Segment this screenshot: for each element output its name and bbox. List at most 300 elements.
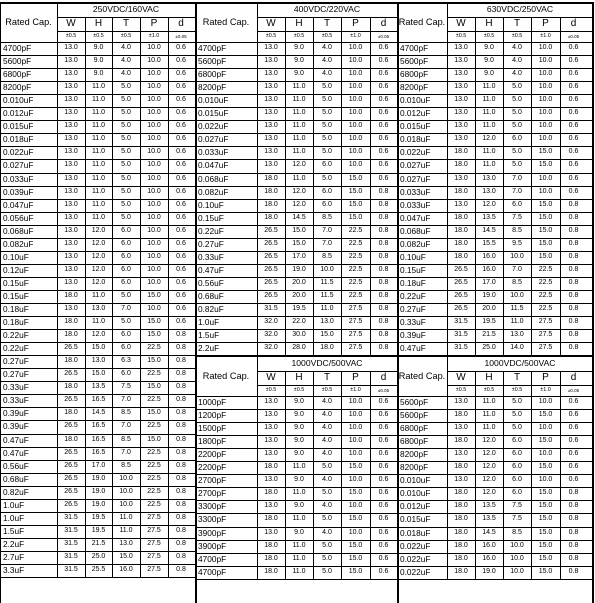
- rule-vertical: [341, 42, 342, 355]
- group-250v-value-cell: 0.8: [176, 461, 186, 469]
- group-250v-cap-cell: 8200pF: [3, 82, 32, 93]
- group-250v-value-cell: 5.0: [121, 318, 131, 326]
- group-400v-value-cell: 13.0: [320, 318, 334, 326]
- group-1000v-a-value-cell: 10.0: [348, 502, 363, 510]
- group-250v-cap-cell: 0.47uF: [3, 447, 29, 458]
- group-630v-tol-t: ±0.5: [511, 33, 523, 39]
- group-1000v-a-value-cell: 9.0: [294, 502, 304, 510]
- group-250v-value-cell: 12.0: [91, 252, 106, 260]
- group-250v-value-cell: 0.6: [176, 109, 186, 117]
- group-630v-value-cell: 11.0: [482, 83, 496, 91]
- group-630v-tol-w: ±0.5: [455, 33, 467, 39]
- group-630v-value-cell: 0.6: [568, 135, 579, 143]
- group-400v-cap-cell: 0.27uF: [198, 238, 224, 249]
- group-1000v-a-value-cell: 18.0: [264, 515, 278, 523]
- group-250v-value-cell: 6.0: [121, 344, 131, 352]
- group-1000v-b-value-cell: 18.0: [454, 515, 468, 523]
- group-1000v-a-value-cell: 0.6: [378, 424, 389, 432]
- group-250v-cap-cell: 2.7uF: [3, 551, 25, 562]
- group-250v-value-cell: 18.0: [64, 435, 78, 443]
- group-1000v-b-value-cell: 18.0: [454, 528, 468, 536]
- group-630v-value-cell: 27.5: [538, 331, 553, 339]
- group-1000v-a-cap-cell: 3300pF: [198, 514, 227, 525]
- group-630v-cap-cell: 0.022uF: [400, 147, 431, 158]
- group-1000v-a-cap-cell: 3900pF: [198, 527, 227, 538]
- group-400v-cap-cell: 0.33uF: [198, 251, 224, 262]
- group-250v-value-cell: 0.8: [176, 383, 186, 391]
- group-250v-value-cell: 13.0: [64, 187, 78, 195]
- group-250v-value-cell: 18.0: [64, 357, 78, 365]
- group-1000v-a-value-cell: 0.6: [378, 450, 389, 458]
- group-630v-value-cell: 13.0: [454, 96, 468, 104]
- group-400v-cap-cell: 0.68uF: [198, 290, 224, 301]
- group-1000v-b-cap-cell: 6800pF: [400, 423, 429, 434]
- group-1000v-b-value-cell: 12.0: [482, 437, 496, 445]
- group-1000v-a-cap-cell: 1500pF: [198, 423, 227, 434]
- group-250v-tol-d: ±0.05: [175, 34, 187, 39]
- group-1000v-b-value-cell: 0.6: [568, 424, 579, 432]
- group-400v-col-w-header: W: [266, 18, 276, 29]
- group-630v-value-cell: 0.6: [568, 57, 579, 65]
- group-1000v-b-value-cell: 18.0: [454, 437, 468, 445]
- rule-vertical: [285, 371, 286, 396]
- group-250v-value-cell: 18.0: [64, 409, 78, 417]
- group-1000v-b-cap-cell: 0.015uF: [400, 514, 431, 525]
- group-1000v-a-cap-cell: 2200pF: [198, 449, 227, 460]
- group-400v-value-cell: 10.0: [320, 265, 334, 273]
- rule-vertical: [370, 17, 371, 42]
- group-630v-value-cell: 9.0: [484, 44, 494, 51]
- group-630v-col-p-header: P: [542, 18, 549, 29]
- group-400v-value-cell: 0.8: [378, 318, 389, 326]
- group-1000v-b-tol-w: ±0.5: [455, 387, 467, 393]
- rule-vertical: [341, 396, 342, 579]
- group-1000v-a-value-cell: 5.0: [322, 515, 332, 523]
- group-400v-value-cell: 14.5: [292, 213, 306, 221]
- group-1000v-b-title: 1000VDC/500VAC: [484, 358, 556, 368]
- group-1000v-a-col-w-header: W: [266, 372, 276, 383]
- group-250v-value-cell: 13.0: [64, 200, 78, 208]
- group-400v-value-cell: 10.0: [348, 122, 363, 130]
- group-1000v-a-value-cell: 15.0: [348, 554, 363, 562]
- group-250v-value-cell: 15.0: [119, 552, 133, 560]
- group-630v-cap-cell: 0.027uF: [400, 160, 431, 171]
- group-1000v-a-value-cell: 9.0: [294, 437, 304, 445]
- group-630v-value-cell: 0.6: [568, 70, 579, 78]
- group-250v-value-cell: 5.0: [121, 213, 131, 221]
- group-1000v-b-value-cell: 16.0: [482, 554, 496, 562]
- group-1000v-b-cap-cell: 0.018uF: [400, 527, 431, 538]
- group-1000v-b-value-cell: 18.0: [454, 541, 468, 549]
- group-400v-value-cell: 8.5: [322, 252, 332, 260]
- group-400v-value-cell: 0.8: [378, 291, 389, 299]
- group-630v-col-t-header: T: [513, 18, 521, 29]
- group-1000v-b-cap-cell: 0.022uF: [400, 566, 431, 577]
- rule-vertical: [285, 17, 286, 42]
- group-250v-value-cell: 31.5: [64, 513, 78, 521]
- group-400v-value-cell: 0.8: [378, 187, 389, 195]
- group-1000v-a-value-cell: 18.0: [264, 541, 278, 549]
- group-630v-value-cell: 7.0: [512, 187, 522, 195]
- group-250v-value-cell: 0.6: [176, 278, 186, 286]
- group-250v-value-cell: 0.8: [176, 487, 186, 495]
- group-1000v-a-value-cell: 9.0: [294, 528, 304, 536]
- group-630v-value-cell: 31.5: [454, 331, 468, 339]
- group-400v-value-cell: 0.6: [378, 174, 389, 182]
- group-1000v-a-value-cell: 10.0: [348, 437, 363, 445]
- group-400v-cap-cell: 0.15uF: [198, 212, 224, 223]
- rule-vertical: [313, 17, 314, 42]
- group-630v-value-cell: 11.0: [482, 109, 496, 117]
- rule-vertical: [370, 42, 371, 355]
- group-250v-value-cell: 9.0: [93, 44, 104, 51]
- group-630v-value-cell: 9.0: [484, 57, 494, 65]
- group-250v-value-cell: 0.8: [176, 344, 186, 352]
- group-400v-cap-cell: 6800pF: [198, 69, 227, 80]
- group-1000v-b-tol-p: ±1.0: [540, 387, 551, 393]
- group-400v-value-cell: 0.6: [378, 96, 389, 104]
- group-1000v-a-tol-w: ±0.5: [265, 387, 277, 393]
- group-400v-value-cell: 10.0: [348, 148, 363, 156]
- group-1000v-b-value-cell: 13.0: [454, 398, 468, 405]
- group-250v-value-cell: 11.0: [91, 83, 106, 91]
- group-250v-value-cell: 0.6: [176, 291, 186, 299]
- group-250v-cap-cell: 0.047uF: [3, 199, 34, 210]
- group-630v-value-cell: 0.8: [568, 265, 579, 273]
- rule-vertical: [447, 42, 448, 355]
- group-250v-value-cell: 13.0: [64, 226, 78, 234]
- group-250v-value-cell: 11.0: [91, 187, 106, 195]
- group-400v-value-cell: 15.0: [348, 187, 363, 195]
- group-250v-value-cell: 19.0: [91, 487, 106, 495]
- group-630v-cap-cell: 0.015uF: [400, 121, 431, 132]
- group-400v-rated-cap-header: Rated Cap.: [202, 17, 250, 27]
- group-1000v-b-value-cell: 18.0: [454, 489, 468, 497]
- rule-vertical: [257, 42, 258, 355]
- group-250v-col-d-header: d: [178, 18, 184, 29]
- group-630v-col-d-header: d: [570, 18, 577, 29]
- group-630v-cap-cell: 0.15uF: [400, 264, 426, 275]
- group-630v-value-cell: 13.0: [454, 44, 468, 51]
- group-250v-value-cell: 17.0: [91, 461, 106, 469]
- group-630v-value-cell: 10.0: [538, 174, 553, 182]
- group-1000v-a-value-cell: 10.0: [348, 476, 363, 484]
- group-250v-value-cell: 0.6: [176, 70, 186, 78]
- group-400v-value-cell: 22.5: [348, 265, 363, 273]
- group-250v-value-cell: 0.8: [176, 513, 186, 521]
- group-630v-value-cell: 13.0: [482, 174, 496, 182]
- group-1000v-a-value-cell: 4.0: [322, 437, 332, 445]
- group-250v-value-cell: 13.0: [64, 148, 78, 156]
- group-250v-value-cell: 25.5: [91, 566, 106, 573]
- group-250v-value-cell: 10.0: [147, 278, 161, 286]
- group-250v-value-cell: 22.5: [147, 461, 161, 469]
- group-1000v-a-value-cell: 13.0: [264, 437, 278, 445]
- group-630v-value-cell: 11.0: [482, 161, 496, 169]
- group-250v-value-cell: 0.8: [176, 474, 186, 482]
- group-630v-value-cell: 13.0: [454, 174, 468, 182]
- group-250v-tol-h: ±0.5: [93, 33, 104, 39]
- group-630v-value-cell: 5.0: [512, 122, 522, 130]
- group-250v-value-cell: 0.8: [176, 409, 186, 417]
- group-400v-value-cell: 27.5: [348, 305, 363, 312]
- group-1000v-a-value-cell: 10.0: [348, 424, 363, 432]
- group-400v-cap-cell: 0.027uF: [198, 134, 229, 145]
- group-250v-value-cell: 13.0: [64, 278, 78, 286]
- group-400v-value-cell: 0.8: [378, 305, 389, 312]
- group-400v-value-cell: 10.0: [348, 109, 363, 117]
- group-1000v-b-value-cell: 10.0: [538, 424, 553, 432]
- group-250v-tol-t: ±0.5: [120, 33, 132, 39]
- group-250v-cap-cell: 0.27uF: [3, 369, 29, 380]
- group-1000v-a-value-cell: 18.0: [264, 567, 278, 575]
- group-1000v-a-value-cell: 13.0: [264, 502, 278, 510]
- group-630v-cap-cell: 0.027uF: [400, 173, 431, 184]
- group-400v-value-cell: 5.0: [322, 174, 332, 182]
- group-630v-value-cell: 0.6: [568, 109, 579, 117]
- group-250v-value-cell: 13.0: [119, 539, 133, 547]
- rule-vertical: [195, 2, 197, 603]
- group-630v-value-cell: 13.0: [454, 57, 468, 65]
- group-250v-value-cell: 0.8: [176, 566, 186, 573]
- group-1000v-b-value-cell: 0.8: [568, 489, 579, 497]
- group-400v-value-cell: 0.6: [378, 44, 389, 51]
- group-250v-value-cell: 13.0: [64, 161, 78, 169]
- group-630v-value-cell: 11.0: [482, 96, 496, 104]
- group-1000v-b-rated-cap-header: Rated Cap.: [398, 371, 446, 381]
- group-400v-value-cell: 15.0: [348, 200, 363, 208]
- group-630v-value-cell: 11.5: [510, 305, 524, 312]
- group-250v-cap-cell: 3.3uF: [3, 565, 25, 575]
- group-250v-value-cell: 26.5: [64, 461, 78, 469]
- group-1000v-b-value-cell: 15.0: [538, 541, 553, 549]
- group-1000v-a-value-cell: 15.0: [348, 515, 363, 523]
- group-250v-value-cell: 10.0: [119, 474, 133, 482]
- group-400v-cap-cell: 5600pF: [198, 56, 227, 67]
- group-1000v-b-value-cell: 5.0: [512, 398, 522, 405]
- group-1000v-b-value-cell: 18.0: [454, 567, 468, 575]
- group-1000v-b-value-cell: 15.0: [538, 554, 553, 562]
- group-400v-value-cell: 0.6: [378, 70, 389, 78]
- group-400v-value-cell: 22.5: [348, 278, 363, 286]
- group-1000v-b-value-cell: 6.0: [512, 476, 522, 484]
- group-250v-cap-cell: 0.027uF: [3, 160, 34, 171]
- group-630v-value-cell: 25.0: [482, 344, 496, 352]
- group-1000v-a-value-cell: 9.0: [294, 424, 304, 432]
- group-1000v-a-value-cell: 11.0: [292, 567, 306, 575]
- group-250v-tol-p: ±1.0: [148, 33, 160, 39]
- group-250v-value-cell: 10.0: [147, 226, 161, 234]
- group-250v-cap-cell: 0.68uF: [3, 473, 29, 484]
- group-630v-value-cell: 15.0: [538, 213, 553, 221]
- group-250v-value-cell: 26.5: [64, 474, 78, 482]
- group-630v-value-cell: 4.0: [512, 57, 522, 65]
- rule-vertical: [341, 17, 342, 42]
- group-400v-value-cell: 5.0: [322, 135, 332, 143]
- group-1000v-a-value-cell: 13.0: [264, 528, 278, 536]
- group-400v-value-cell: 22.5: [348, 239, 363, 247]
- rule-vertical: [503, 396, 504, 579]
- group-1000v-b-value-cell: 5.0: [512, 411, 522, 419]
- group-630v-value-cell: 0.8: [568, 331, 579, 339]
- group-1000v-b-value-cell: 15.0: [538, 567, 553, 575]
- group-250v-value-cell: 31.5: [64, 539, 78, 547]
- group-250v-cap-cell: 0.082uF: [3, 238, 34, 249]
- group-250v-value-cell: 5.0: [121, 83, 131, 91]
- group-1000v-b-value-cell: 10.0: [538, 398, 553, 405]
- group-630v-cap-cell: 8200pF: [400, 82, 429, 93]
- group-630v-value-cell: 10.0: [538, 96, 553, 104]
- group-630v-value-cell: 11.0: [510, 318, 524, 326]
- group-1000v-a-value-cell: 10.0: [348, 411, 363, 419]
- group-250v-value-cell: 5.0: [121, 148, 131, 156]
- group-400v-value-cell: 0.8: [378, 265, 389, 273]
- group-1000v-a-value-cell: 4.0: [322, 424, 332, 432]
- group-250v-value-cell: 31.5: [64, 552, 78, 560]
- group-1000v-a-tol-p: ±1.0: [350, 387, 361, 393]
- group-1000v-b-value-cell: 10.0: [510, 554, 524, 562]
- group-630v-value-cell: 10.0: [538, 122, 553, 130]
- group-400v-cap-cell: 8200pF: [198, 82, 227, 93]
- rule-vertical: [531, 42, 532, 355]
- group-400v-tol-p: ±1.0: [350, 33, 361, 39]
- group-400v-cap-cell: 1.0uF: [198, 317, 220, 328]
- rule-horizontal: [257, 371, 397, 372]
- group-1000v-a-value-cell: 11.0: [292, 541, 306, 549]
- group-250v-value-cell: 22.5: [147, 474, 161, 482]
- group-250v-value-cell: 19.0: [91, 474, 106, 482]
- group-250v-cap-cell: 0.56uF: [3, 460, 29, 471]
- group-400v-value-cell: 30.0: [292, 331, 306, 339]
- group-1000v-a-value-cell: 0.6: [378, 554, 389, 562]
- group-250v-value-cell: 0.6: [176, 226, 186, 234]
- group-630v-cap-cell: 4700pF: [400, 43, 429, 53]
- rule-vertical: [85, 42, 86, 577]
- group-400v-value-cell: 22.0: [292, 318, 306, 326]
- group-400v-value-cell: 0.6: [378, 109, 389, 117]
- group-630v-value-cell: 10.0: [510, 291, 524, 299]
- group-250v-value-cell: 10.0: [147, 109, 161, 117]
- group-1000v-b-value-cell: 15.0: [538, 463, 553, 471]
- group-400v-value-cell: 11.0: [292, 135, 306, 143]
- group-630v-value-cell: 18.0: [454, 161, 468, 169]
- rule-vertical: [285, 396, 286, 579]
- group-250v-value-cell: 10.0: [147, 57, 161, 65]
- group-250v-value-cell: 4.0: [121, 57, 131, 65]
- group-250v-value-cell: 4.0: [121, 70, 131, 78]
- group-630v-value-cell: 0.8: [568, 318, 579, 326]
- rule-vertical: [531, 371, 532, 396]
- group-1000v-b-value-cell: 6.0: [512, 463, 522, 471]
- group-250v-value-cell: 10.0: [147, 148, 161, 156]
- group-630v-value-cell: 15.0: [538, 239, 553, 247]
- group-630v-value-cell: 9.0: [484, 70, 494, 78]
- rule-vertical: [257, 356, 258, 396]
- group-400v-value-cell: 27.5: [348, 318, 363, 326]
- group-1000v-a-value-cell: 9.0: [294, 476, 304, 484]
- group-250v-value-cell: 16.5: [91, 448, 106, 456]
- group-400v-value-cell: 32.0: [264, 331, 278, 339]
- group-250v-value-cell: 0.6: [176, 265, 186, 273]
- group-250v-cap-cell: 0.039uF: [3, 186, 34, 197]
- group-1000v-b-value-cell: 15.0: [538, 489, 553, 497]
- group-630v-col-h-header: H: [485, 18, 493, 29]
- group-250v-col-p-header: P: [150, 18, 158, 29]
- group-250v-value-cell: 5.0: [121, 200, 131, 208]
- rule-horizontal: [257, 17, 397, 18]
- group-250v-value-cell: 0.6: [176, 174, 186, 182]
- rule-vertical: [475, 42, 476, 355]
- group-1000v-a-value-cell: 0.6: [378, 528, 389, 536]
- group-630v-value-cell: 22.5: [538, 278, 553, 286]
- group-250v-value-cell: 0.6: [176, 148, 186, 156]
- group-400v-value-cell: 26.5: [264, 265, 278, 273]
- group-250v-value-cell: 13.0: [64, 265, 78, 273]
- group-400v-cap-cell: 4700pF: [198, 43, 227, 53]
- rule-vertical: [531, 396, 532, 579]
- group-400v-value-cell: 10.0: [348, 161, 363, 169]
- group-630v-value-cell: 13.0: [510, 331, 524, 339]
- group-400v-col-p-header: P: [352, 18, 359, 29]
- group-250v-value-cell: 0.8: [176, 422, 186, 430]
- group-630v-value-cell: 15.0: [538, 200, 553, 208]
- group-250v-cap-cell: 0.82uF: [3, 486, 29, 497]
- group-1000v-a-title: 1000VDC/500VAC: [291, 358, 363, 368]
- group-250v-value-cell: 22.5: [147, 422, 161, 430]
- group-250v-value-cell: 10.0: [147, 70, 161, 78]
- group-630v-value-cell: 13.0: [454, 122, 468, 130]
- group-250v-value-cell: 13.0: [91, 305, 106, 312]
- group-400v-value-cell: 0.8: [378, 278, 389, 286]
- group-400v-value-cell: 6.0: [322, 200, 332, 208]
- group-250v-value-cell: 11.0: [119, 526, 133, 534]
- group-250v-value-cell: 11.0: [91, 96, 106, 104]
- group-630v-value-cell: 15.5: [482, 239, 496, 247]
- group-630v-value-cell: 15.0: [538, 252, 553, 260]
- group-250v-value-cell: 12.0: [91, 265, 106, 273]
- group-250v-cap-cell: 0.33uF: [3, 382, 29, 393]
- group-1000v-b-tol-t: ±0.5: [511, 387, 523, 393]
- rule-vertical: [475, 396, 476, 579]
- group-250v-tol-w: ±0.5: [65, 33, 77, 39]
- group-630v-cap-cell: 0.33uF: [400, 317, 426, 328]
- group-250v-value-cell: 13.0: [64, 96, 78, 104]
- group-630v-value-cell: 21.5: [482, 331, 496, 339]
- group-1000v-a-cap-cell: 4700pF: [198, 566, 227, 577]
- group-400v-value-cell: 27.5: [348, 331, 363, 339]
- group-400v-value-cell: 11.0: [320, 305, 334, 312]
- group-1000v-b-cap-cell: 0.012uF: [400, 501, 431, 512]
- group-400v-value-cell: 5.0: [322, 122, 332, 130]
- group-630v-value-cell: 18.0: [454, 252, 468, 260]
- group-1000v-b-value-cell: 13.0: [454, 476, 468, 484]
- group-630v-value-cell: 0.8: [568, 226, 579, 234]
- group-250v-value-cell: 15.0: [147, 383, 161, 391]
- rule-vertical: [560, 396, 561, 579]
- group-250v-value-cell: 6.0: [121, 265, 131, 273]
- group-250v-value-cell: 0.8: [176, 448, 186, 456]
- group-630v-value-cell: 15.0: [538, 226, 553, 234]
- group-250v-value-cell: 10.0: [147, 305, 161, 312]
- group-400v-value-cell: 27.5: [348, 344, 363, 352]
- group-630v-value-cell: 20.0: [482, 305, 496, 312]
- group-250v-cap-cell: 0.15uF: [3, 290, 29, 301]
- group-400v-cap-cell: 0.22uF: [198, 225, 224, 236]
- rule-vertical: [560, 42, 561, 355]
- group-1000v-a-tol-d: ±0.05: [377, 388, 390, 393]
- group-630v-rated-cap-header: Rated Cap.: [398, 17, 446, 27]
- group-630v-value-cell: 18.0: [454, 226, 468, 234]
